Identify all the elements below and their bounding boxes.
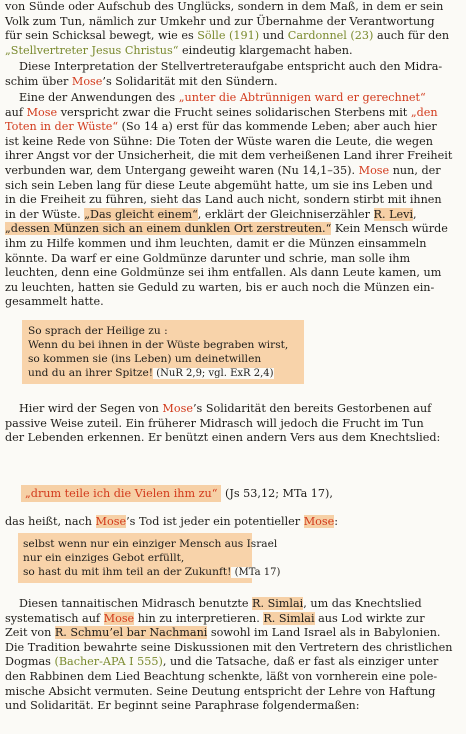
text-line: für sein Schicksal bewegt, wie es Sölle (191) und Cardonnel (23) auch für den [5, 29, 450, 43]
highlight: R. Levi [373, 207, 414, 221]
quote-block-1 [22, 320, 304, 384]
paragraph-2 [5, 60, 461, 89]
quote-line: So sprach der Heilige zu : [28, 325, 168, 337]
reference: (Bacher-APA I 555) [54, 655, 163, 669]
name-mose: Mose [303, 515, 335, 528]
quote-inline: Toten in der Wüste“ [5, 120, 119, 134]
name-mose: Mose [103, 611, 135, 625]
paragraph-1 [5, 0, 461, 58]
name-mose: Mose [358, 163, 390, 177]
citation: (MTa 17) [231, 567, 281, 578]
highlight: R. Simlai [252, 597, 304, 610]
quote-line: so kommen sie (ins Leben) um deinetwillen [28, 353, 262, 365]
quote-block-3 [18, 533, 281, 583]
quote-line: „drum teile ich die Vielen ihm zu“ (Js 53,12; MTa 17), [5, 487, 461, 502]
name-mose: Mose [162, 402, 193, 415]
text-line: gesammelt hatte. [5, 295, 104, 309]
text-line: schim über Mose’s Solidarität mit den Sündern. [5, 74, 278, 88]
text-line: sich sein Leben lang für diese Leute abgemüht hatte, um sie ins Leben und [5, 178, 433, 192]
quote-line: selbst wenn nur ein einziger Mensch aus Israel [23, 538, 278, 550]
text-line: in die Freiheit zu führen, sieht das Land auch nicht, sondern stirbt mit ihnen [5, 193, 442, 207]
paragraph-4 [5, 402, 461, 446]
highlight: „Das gleicht einem“ [84, 207, 198, 221]
highlight: R. Schmu’el bar Nachmani [54, 626, 208, 640]
text-line: könnte. Da warf er eine Goldmünze darunter und schrie, man solle ihm [5, 251, 411, 265]
quote-inline: „drum teile ich die Vielen ihm zu“ [21, 485, 221, 502]
text-line: „Stellvertreter Jesus Christus“ eindeutig klargemacht haben. [5, 43, 353, 57]
name-mose: Mose [95, 515, 127, 528]
citation: (NuR 2,9; vgl. ExR 2,4) [153, 368, 274, 379]
text-line: Diese Interpretation der Stellvertreteraufgabe entspricht auch den Midra- [19, 60, 443, 73]
name-mose: Mose [71, 74, 103, 88]
text-line: Die Tradition bewahrte seine Diskussionen mit den Vertretern des christlichen [5, 640, 453, 654]
reference: „Stellvertreter Jesus Christus“ [5, 43, 179, 57]
text-line: in der Wüste. „Das gleicht einem“, erklärt der Gleichniserzähler R. Levi, [5, 207, 417, 221]
text-line: zu leuchten, hatten sie Geduld zu warten, bis er auch noch die Münzen ein- [5, 280, 435, 294]
reference: Cardonnel (23) [287, 29, 374, 43]
quote-inline: „unter die Abtrünnigen ward er gerechnet“ [178, 91, 426, 104]
text-line: das heißt, nach Mose’s Tod ist jeder ein potentieller Mose: [5, 515, 339, 528]
paragraph-5 [5, 515, 461, 530]
text-line: ihm zu Hilfe kommen und ihm leuchten, damit er die Münzen einsammeln [5, 236, 427, 250]
text-line: von Sünde oder Aufschub des Unglücks, sondern in dem Maß, in dem er sein [5, 0, 444, 13]
text-line: mische Absicht vermuten. Seine Deutung entspricht der Lehre von Haftung [5, 684, 436, 698]
quote-line: nur ein einziges Gebot erfüllt, [23, 552, 185, 564]
text-line: den Rabbinen dem Lied Beachtung schenkte, läßt von vornherein eine pole- [5, 669, 438, 683]
quote-line: so hast du mit ihm teil an der Zukunft! (MTa 17) [23, 566, 281, 578]
quote-line: und du an ihrer Spitze! (NuR 2,9; vgl. ExR 2,4) [28, 367, 274, 379]
text-line: und Solidarität. Er beginnt seine Paraphrase folgendermaßen: [5, 699, 360, 713]
text-line: Dogmas (Bacher-APA I 555), und die Tatsache, daß er fast als einziger unter [5, 655, 439, 669]
text-line: ihrer Angst vor der Unsicherheit, die mit dem verheißenen Land ihrer Freiheit [5, 149, 453, 163]
highlight: R. Simlai [263, 611, 315, 625]
quote-block-2 [5, 487, 461, 502]
text-line: „dessen Münzen sich an einem dunklen Ort zerstreuten.“ Kein Mensch würde [5, 222, 448, 236]
text-line: ist keine Rede von Sühne: Die Toten der Wüste waren die Leute, die wegen [5, 134, 433, 148]
text-line: passive Weise zuteil. Ein früherer Midrasch will jedoch die Frucht im Tun [5, 416, 424, 430]
name-mose: Mose [26, 105, 58, 119]
highlight: „dessen Münzen sich an einem dunklen Ort zerstreuten.“ [5, 222, 332, 236]
reference: Sölle (191) [197, 29, 260, 43]
text-line: leuchten, denn eine Goldmünze sei ihm entfallen. Als dann Leute kamen, um [5, 266, 442, 280]
text-line: Zeit von R. Schmu’el bar Nachmani sowohl im Land Israel als in Babylonien. [5, 626, 441, 640]
text-line: Toten in der Wüste“ (So 14 a) erst für das kommende Leben; aber auch hier [5, 120, 437, 134]
text-line: Hier wird der Segen von Mose’s Solidarität den bereits Gestorbenen auf [19, 402, 432, 415]
paragraph-3 [5, 91, 461, 310]
text-line: verbunden war, dem Untergang geweiht waren (Nu 14,1–35). Mose nun, der [5, 163, 441, 177]
text-line: der Lebenden erkennen. Er benützt einen andern Vers aus dem Knechtslied: [5, 431, 441, 445]
text-line: Eine der Anwendungen des „unter die Abtrünnigen ward er gerechnet“ [19, 91, 426, 104]
quote-line: Wenn du bei ihnen in der Wüste begraben wirst, [28, 339, 289, 351]
quote-inline: „den [410, 105, 438, 119]
text-line: systematisch auf Mose hin zu interpretieren. R. Simlai aus Lod wirkte zur [5, 611, 425, 625]
text-line: Diesen tannaitischen Midrasch benutzte R. Simlai, um das Knechtslied [19, 597, 422, 610]
text-line: auf Mose verspricht zwar die Frucht seines solidarischen Sterbens mit „den [5, 105, 438, 119]
paragraph-6 [5, 597, 461, 714]
text-line: Volk zum Tun, nämlich zur Umkehr und zur Übernahme der Verantwortung [5, 14, 435, 28]
